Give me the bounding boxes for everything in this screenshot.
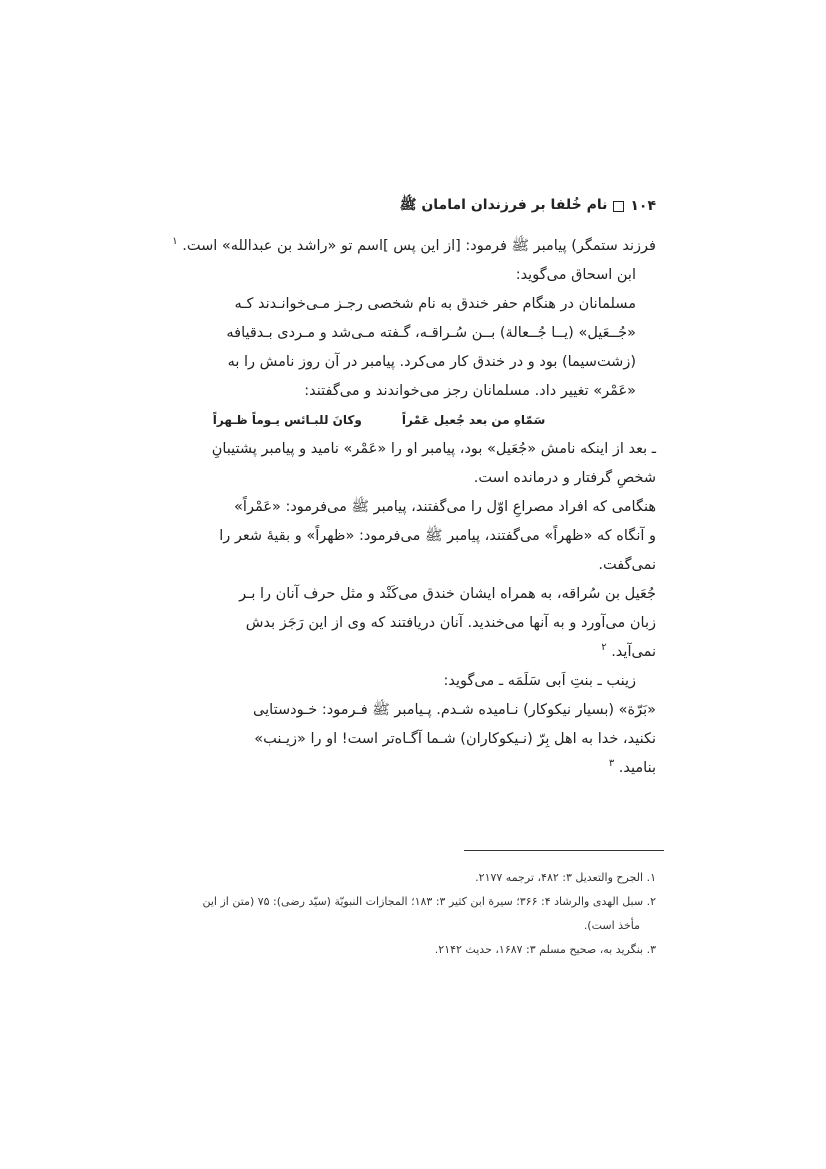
- page-number: ۱۰۴: [630, 198, 656, 214]
- quote-line: (زشت‌سیما) بود و در خندق کار می‌کرد. پیامبر در آن روز نامش را به: [227, 354, 636, 370]
- quote-line: هنگامی که افراد مصراعِ اوّل را می‌گفتند، پیامبر ﷺ می‌فرمود: «عَمْراً»: [234, 499, 656, 515]
- verse-hemistich-left: وکانَ للبـائس یـوماً ظـهراً: [212, 413, 362, 427]
- footnote-divider: [464, 850, 664, 851]
- verse-hemistich-right: سَمّاهِ من بعد جُعیل عَمْراً: [401, 413, 546, 427]
- quote-line: شخصِ گرفتار و درمانده است.: [473, 470, 656, 486]
- footnotes: [162, 866, 656, 962]
- footnote-ref-2[interactable]: ۲: [601, 642, 607, 654]
- quote-line: زبان می‌آورد و به آنها می‌خندید. آنان دریافتند که وی از این رَجَز بدش: [245, 615, 656, 631]
- text-line: نمی‌آید.: [611, 644, 656, 660]
- poem-verse: [162, 406, 656, 435]
- footnote-ref-1[interactable]: ۱: [172, 236, 178, 248]
- paragraph-line: [162, 232, 656, 261]
- text-line: فرزند ستمگر) پیامبر ﷺ فرمود: [از این پس ]اسم تو «راشد بن عبدالله» است.: [182, 238, 656, 254]
- text-line: بنامید.: [618, 760, 656, 776]
- paragraph-line: زینب ـ بنتِ اَبی سَلَمَه ـ می‌گوید:: [443, 673, 636, 689]
- quote-line: مسلمانان در هنگام حفر خندق به نام شخصی رجـز مـی‌خوانـدند کـه: [234, 296, 636, 312]
- quote-block-1: [162, 290, 656, 406]
- running-header: [400, 196, 656, 216]
- quote-line: نکنید، خدا به اهل بِرّ (نـیکوکاران) شـما آگـاه‌تر است! او را «زیـنب»: [254, 731, 656, 747]
- quote-line: ـ بعد از اینکه نامش «جُعَیل» بود، پیامبر او را «عَمْر» نامید و پیامبر پشتیبانِ: [211, 441, 656, 457]
- footnote-3: ۳. بنگرید به، صحیح مسلم ۳: ۱۶۸۷، حدیث ۲۱۴۲.: [434, 943, 656, 956]
- chapter-title: نام خُلفا بر فرزندان امامان ﷺ: [399, 197, 608, 213]
- quote-line: [170, 754, 656, 783]
- footnote-ref-3[interactable]: ۳: [608, 758, 615, 770]
- quote-line: «عَمْر» تغییر داد. مسلمانان رجز می‌خواندند و می‌گفتند:: [304, 383, 636, 399]
- quote-block-2: [162, 435, 656, 667]
- main-text: [162, 232, 656, 783]
- quote-block-3: [162, 696, 656, 783]
- quote-line: نمی‌گفت.: [598, 557, 656, 573]
- quote-line: «جُــعَیل» (یــا جُــعالة) بــن سُـراقـه، گـفته مـی‌شد و مـردی بـدقیافه: [226, 325, 636, 341]
- quote-line: و آنگاه که «ظهراً» می‌گفتند، پیامبر ﷺ می‌فرمود: «ظهراً» و بقیهٔ شعر را: [219, 528, 656, 544]
- quote-line: جُعَیل بن سُراقه، به همراه ایشان خندق می‌کَنْد و مثل حرف آنان را بـر: [239, 586, 656, 602]
- footnote-1: ۱. الجرح والتعدیل ۳: ۴۸۲، ترجمه ۲۱۷۷.: [475, 871, 656, 884]
- footnote-2: ۲. سبل الهدی والرشاد ۴: ۳۶۶؛ سیرة ابن کثیر ۳: ۱۸۳؛ المجازات النبویّة (سیّد رضی): ۷۵ (متن از این: [202, 895, 656, 908]
- quote-line: «بَرّة» (بسیار نیکوکار) نـامیده شـدم. پـیامبر ﷺ فـرمود: خـودستایی: [253, 702, 656, 718]
- square-bullet-icon: [613, 201, 624, 212]
- paragraph-line: ابن اسحاق می‌گوید:: [515, 267, 636, 283]
- footnote-2-continued: مأخذ است).: [583, 919, 640, 932]
- quote-line: [170, 638, 656, 667]
